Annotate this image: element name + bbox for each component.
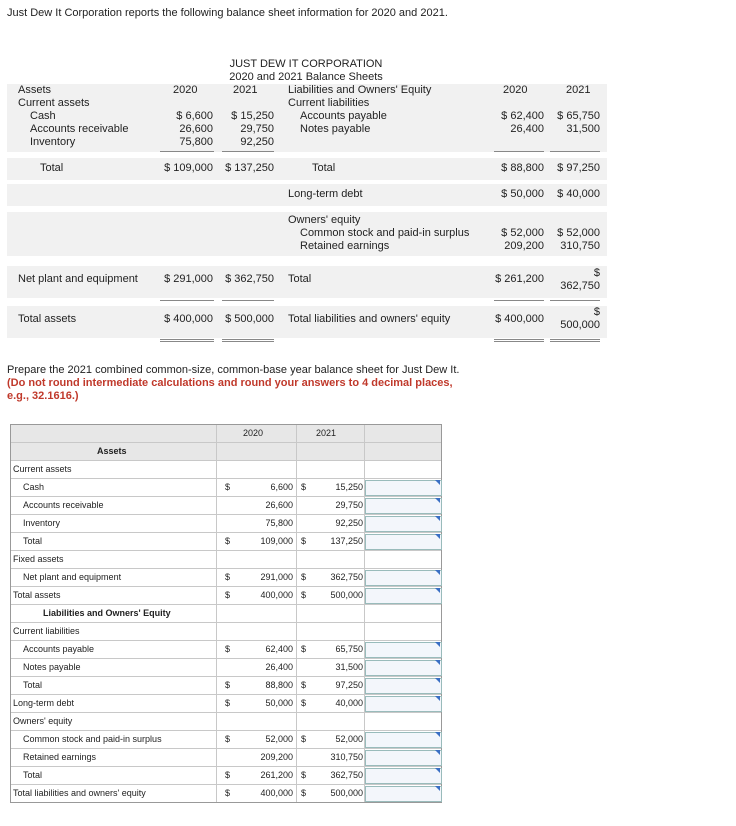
npe-2020: $ 291,000 xyxy=(164,273,213,285)
input-marker-icon xyxy=(435,534,440,539)
instructions-text: Prepare the 2021 combined common-size, common-base year balance sheet for Just Dew It. xyxy=(7,364,460,376)
ca-total-row-label: Total xyxy=(23,536,43,546)
dollar-sign: $ xyxy=(225,572,231,582)
cl-total-2021-value: 97,250 xyxy=(335,680,363,690)
table-row xyxy=(11,568,441,586)
bs-title: JUST DEW IT CORPORATION xyxy=(229,58,383,70)
ar-2020-value: 26,600 xyxy=(265,500,293,510)
dollar-sign: $ xyxy=(225,680,231,690)
table-row xyxy=(11,496,441,514)
oe-total-answer-input[interactable] xyxy=(365,768,442,784)
ta-row-label: Total assets xyxy=(13,590,61,600)
current-liabilities-label: Current liabilities xyxy=(288,97,370,109)
cl-total-answer-input[interactable] xyxy=(365,678,442,694)
ltd-answer-input[interactable] xyxy=(365,696,442,712)
cl-total-2021: $ 97,250 xyxy=(557,162,600,174)
dollar-sign: $ xyxy=(301,590,307,600)
re-2021: 310,750 xyxy=(560,240,600,252)
tle-label: Total liabilities and owners' equity xyxy=(288,313,451,325)
ta-2020: $ 400,000 xyxy=(164,313,213,325)
oe-total-2021-value: 362,750 xyxy=(330,770,363,780)
cash-row-label: Cash xyxy=(23,482,45,492)
year-2021-left: 2021 xyxy=(233,84,258,96)
input-marker-icon xyxy=(435,498,440,503)
ca-total-label: Total xyxy=(40,162,64,174)
tle-2021: 500,000 xyxy=(560,319,600,331)
dollar-sign: $ xyxy=(301,644,307,654)
dollar-sign: $ xyxy=(225,770,231,780)
npe-2021-value: 362,750 xyxy=(330,572,363,582)
cs-2021: $ 52,000 xyxy=(557,227,600,239)
ap-2020-value: 62,400 xyxy=(265,644,293,654)
npe-2021: $ 362,750 xyxy=(225,273,274,285)
table-row xyxy=(11,550,441,568)
ltd-2021-value: 40,000 xyxy=(335,698,363,708)
ltd-2020: $ 50,000 xyxy=(501,188,544,200)
table-row xyxy=(11,658,441,676)
inventory-2020-value: 75,800 xyxy=(265,518,293,528)
ta-2021-value: 500,000 xyxy=(330,590,363,600)
table-row xyxy=(11,676,441,694)
dollar-sign: $ xyxy=(225,698,231,708)
oe-total-2021-sign: $ xyxy=(593,267,600,279)
cs-label: Common stock and paid-in surplus xyxy=(300,227,470,239)
rounding-note: (Do not round intermediate calculations and round your answers to 4 decimal places, e.g., 32.1616.) xyxy=(7,377,453,402)
tle-2021-sign: $ xyxy=(593,306,600,318)
ltd-2020-value: 50,000 xyxy=(265,698,293,708)
np-2021-value: 31,500 xyxy=(335,662,363,672)
ta-2021: $ 500,000 xyxy=(225,313,274,325)
dollar-sign: $ xyxy=(225,482,231,492)
table-subheader-row xyxy=(11,442,441,460)
cl-total-row-label: Total xyxy=(23,680,43,690)
table-row xyxy=(11,532,441,550)
inventory-2020: 75,800 xyxy=(179,136,213,148)
np-2020: 26,400 xyxy=(510,123,544,135)
table-row xyxy=(11,604,441,622)
re-2020-value: 209,200 xyxy=(260,752,293,762)
ar-label: Accounts receivable xyxy=(30,123,129,135)
tle-2021-value: 500,000 xyxy=(330,788,363,798)
ca-total-answer-input[interactable] xyxy=(365,534,442,550)
cash-2021-value: 15,250 xyxy=(335,482,363,492)
cash-label: Cash xyxy=(30,110,56,122)
ca-total-2021: $ 137,250 xyxy=(225,162,274,174)
col-2021-header: 2021 xyxy=(316,428,337,438)
ar-2020: 26,600 xyxy=(179,123,213,135)
ca-total-2020: $ 109,000 xyxy=(164,162,213,174)
intro-text: Just Dew It Corporation reports the following balance sheet information for 2020 and 2021. xyxy=(7,7,448,19)
re-answer-input[interactable] xyxy=(365,750,442,766)
current-liabilities-heading: Current liabilities xyxy=(13,626,80,636)
ap-label: Accounts payable xyxy=(300,110,387,122)
cash-answer-input[interactable] xyxy=(365,480,442,496)
npe-2020-value: 291,000 xyxy=(260,572,293,582)
cs-2020-value: 52,000 xyxy=(265,734,293,744)
ca-total-2020-value: 109,000 xyxy=(260,536,293,546)
input-marker-icon xyxy=(435,678,440,683)
table-row xyxy=(11,766,441,784)
tle-answer-input[interactable] xyxy=(365,786,442,802)
npe-label: Net plant and equipment xyxy=(18,273,138,285)
ap-2020: $ 62,400 xyxy=(501,110,544,122)
table-row xyxy=(11,622,441,640)
input-marker-icon xyxy=(435,660,440,665)
ar-row-label: Accounts receivable xyxy=(23,500,104,510)
tle-row-label: Total liabilities and owners' equity xyxy=(13,788,146,798)
ap-2021: $ 65,750 xyxy=(557,110,600,122)
oe-heading: Owners' equity xyxy=(13,716,73,726)
dollar-sign: $ xyxy=(301,698,307,708)
oe-total-row-label: Total xyxy=(23,770,43,780)
ltd-row-label: Long-term debt xyxy=(13,698,75,708)
input-marker-icon xyxy=(435,516,440,521)
re-row-label: Retained earnings xyxy=(23,752,97,762)
cl-total-2020-value: 88,800 xyxy=(265,680,293,690)
np-row-label: Notes payable xyxy=(23,662,81,672)
dollar-sign: $ xyxy=(225,644,231,654)
current-assets-heading: Current assets xyxy=(13,464,72,474)
np-2021: 31,500 xyxy=(566,123,600,135)
oe-total-2021: 362,750 xyxy=(560,280,600,292)
dollar-sign: $ xyxy=(225,590,231,600)
cl-total-2020: $ 88,800 xyxy=(501,162,544,174)
dollar-sign: $ xyxy=(225,536,231,546)
table-row xyxy=(11,694,441,712)
table-row xyxy=(11,712,441,730)
inventory-row-label: Inventory xyxy=(23,518,61,528)
table-row xyxy=(11,478,441,496)
assets-heading: Assets xyxy=(18,84,52,96)
oe-total-label: Total xyxy=(288,273,312,285)
np-answer-input[interactable] xyxy=(365,660,442,676)
ca-total-2021-value: 137,250 xyxy=(330,536,363,546)
ltd-label: Long-term debt xyxy=(288,188,363,200)
dollar-sign: $ xyxy=(301,734,307,744)
ltd-2021: $ 40,000 xyxy=(557,188,600,200)
input-marker-icon xyxy=(435,732,440,737)
loe-section-title: Liabilities and Owners' Equity xyxy=(43,608,171,618)
oe-total-2020-value: 261,200 xyxy=(260,770,293,780)
ap-2021-value: 65,750 xyxy=(335,644,363,654)
table-header-row xyxy=(11,425,441,442)
inventory-2021: 92,250 xyxy=(240,136,274,148)
input-marker-icon xyxy=(435,642,440,647)
tle-2020-value: 400,000 xyxy=(260,788,293,798)
table-row xyxy=(11,460,441,478)
ta-answer-input[interactable] xyxy=(365,588,442,604)
common-size-table xyxy=(10,424,442,803)
input-marker-icon xyxy=(435,786,440,791)
cs-2020: $ 52,000 xyxy=(501,227,544,239)
ar-2021: 29,750 xyxy=(240,123,274,135)
cash-2021: $ 15,250 xyxy=(231,110,274,122)
re-2021-value: 310,750 xyxy=(330,752,363,762)
npe-row-label: Net plant and equipment xyxy=(23,572,122,582)
ap-answer-input[interactable] xyxy=(365,642,442,658)
dollar-sign: $ xyxy=(301,770,307,780)
table-row xyxy=(11,514,441,532)
cash-2020: $ 6,600 xyxy=(176,110,213,122)
current-assets-label: Current assets xyxy=(18,97,90,109)
dollar-sign: $ xyxy=(301,536,307,546)
year-2021-right: 2021 xyxy=(566,84,591,96)
table-row xyxy=(11,748,441,766)
tle-2020: $ 400,000 xyxy=(495,313,544,325)
col-2020-header: 2020 xyxy=(243,428,264,438)
re-label: Retained earnings xyxy=(300,240,390,252)
dollar-sign: $ xyxy=(301,680,307,690)
ar-answer-input[interactable] xyxy=(365,498,442,514)
table-row xyxy=(11,784,441,802)
input-marker-icon xyxy=(435,768,440,773)
oe-total-2020: $ 261,200 xyxy=(495,273,544,285)
dollar-sign: $ xyxy=(225,734,231,744)
assets-section-title: Assets xyxy=(97,446,127,456)
year-2020-right: 2020 xyxy=(503,84,528,96)
cs-2021-value: 52,000 xyxy=(335,734,363,744)
input-marker-icon xyxy=(435,588,440,593)
input-marker-icon xyxy=(435,480,440,485)
inventory-label: Inventory xyxy=(30,136,76,148)
cl-total-label: Total xyxy=(312,162,336,174)
input-marker-icon xyxy=(435,570,440,575)
cash-2020-value: 6,600 xyxy=(270,482,293,492)
dollar-sign: $ xyxy=(301,788,307,798)
table-row xyxy=(11,586,441,604)
input-marker-icon xyxy=(435,696,440,701)
dollar-sign: $ xyxy=(301,572,307,582)
inventory-answer-input[interactable] xyxy=(365,516,442,532)
year-2020-left: 2020 xyxy=(173,84,198,96)
bs-subtitle: 2020 and 2021 Balance Sheets xyxy=(229,71,383,83)
table-row xyxy=(11,640,441,658)
input-marker-icon xyxy=(435,750,440,755)
dollar-sign: $ xyxy=(301,482,307,492)
fixed-assets-heading: Fixed assets xyxy=(13,554,64,564)
re-2020: 209,200 xyxy=(504,240,544,252)
ar-2021-value: 29,750 xyxy=(335,500,363,510)
cs-answer-input[interactable] xyxy=(365,732,442,748)
oe-label: Owners' equity xyxy=(288,214,361,226)
ta-2020-value: 400,000 xyxy=(260,590,293,600)
cs-row-label: Common stock and paid-in surplus xyxy=(23,734,162,744)
dollar-sign: $ xyxy=(225,788,231,798)
inventory-2021-value: 92,250 xyxy=(335,518,363,528)
ap-row-label: Accounts payable xyxy=(23,644,95,654)
instructions xyxy=(7,364,477,403)
np-2020-value: 26,400 xyxy=(265,662,293,672)
table-row xyxy=(11,730,441,748)
liabilities-heading: Liabilities and Owners' Equity xyxy=(288,84,432,96)
ta-label: Total assets xyxy=(18,313,77,325)
np-label: Notes payable xyxy=(300,123,371,135)
npe-answer-input[interactable] xyxy=(365,570,442,586)
